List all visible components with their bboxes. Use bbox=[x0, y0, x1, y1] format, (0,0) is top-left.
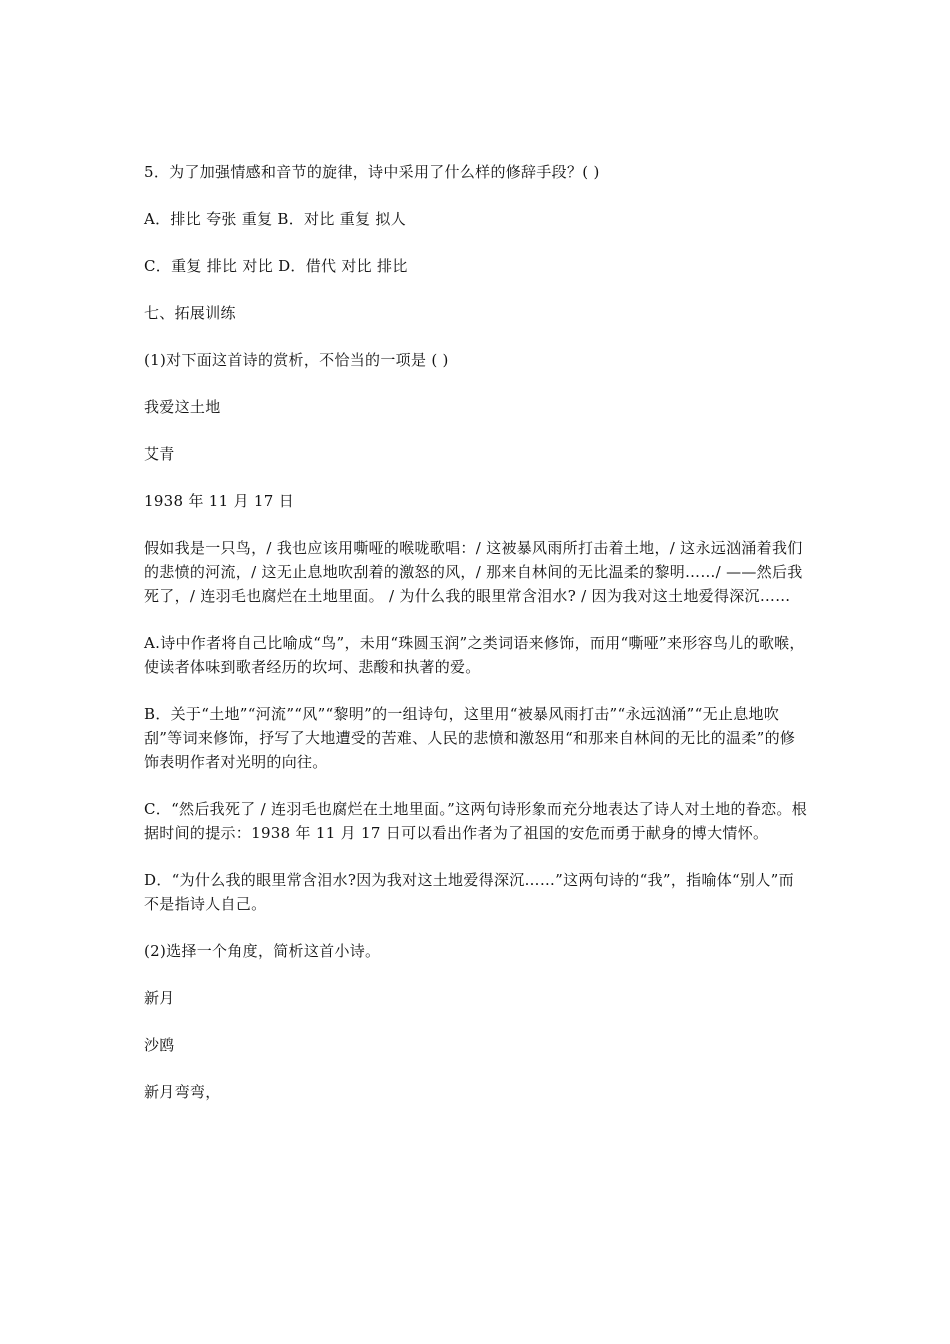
question-5: 5．为了加强情感和音节的旋律，诗中采用了什么样的修辞手段？( ) bbox=[144, 163, 600, 181]
poem2-author: 沙鸥 bbox=[144, 1036, 175, 1054]
option-b: B．关于“土地”“河流”“风”“黎明”的一组诗句，这里用“被暴风雨打击”“永远汹涌”“无止息地吹刮”等词来修饰，抒写了大地遭受的苦难、人民的悲愤和激怒用“和那来自林间的无比的温柔”的修饰表明作者对光明的向往。 bbox=[144, 705, 796, 771]
subquestion-2: (2)选择一个角度，简析这首小诗。 bbox=[144, 942, 381, 960]
poem2-title: 新月 bbox=[144, 989, 175, 1007]
document-content bbox=[144, 160, 808, 1127]
subquestion-1: (1)对下面这首诗的赏析，不恰当的一项是 ( ) bbox=[144, 351, 449, 369]
option-c: C．“然后我死了 / 连羽毛也腐烂在土地里面。”这两句诗形象而充分地表达了诗人对土地的眷恋。根据时间的提示：1938 年 11 月 17 日可以看出作者为了祖国的安危而勇于献身的博大情怀。 bbox=[144, 800, 808, 842]
poem-date: 1938 年 11 月 17 日 bbox=[144, 492, 294, 510]
poem-body: 假如我是一只鸟，/ 我也应该用嘶哑的喉咙歌唱：/ 这被暴风雨所打击着土地，/ 这永远汹涌着我们的悲愤的河流，/ 这无止息地吹刮着的激怒的风，/ 那来自林间的无比温柔的黎明……/ ——然后我死了，/ 连羽毛也腐烂在土地里面。 / 为什么我的眼里常含泪水? / 因为我对这土地爱得深沉…… bbox=[144, 539, 803, 605]
poem-title: 我爱这土地 bbox=[144, 398, 221, 416]
poem-author: 艾青 bbox=[144, 445, 175, 463]
poem2-line: 新月弯弯， bbox=[144, 1083, 221, 1101]
option-a: A.诗中作者将自己比喻成“鸟”，未用“珠圆玉润”之类词语来修饰，而用“嘶哑”来形容鸟儿的歌喉，使读者体味到歌者经历的坎坷、悲酸和执著的爱。 bbox=[144, 634, 805, 676]
option-d: D．“为什么我的眼里常含泪水?因为我对这土地爱得深沉……”这两句诗的“我”，指喻体“别人”而不是指诗人自己。 bbox=[144, 871, 794, 913]
question-5-options-cd: C．重复 排比 对比 D．借代 对比 排比 bbox=[144, 257, 408, 275]
section-heading: 七、拓展训练 bbox=[144, 304, 236, 322]
question-5-options-ab: A．排比 夸张 重复 B．对比 重复 拟人 bbox=[144, 210, 406, 228]
